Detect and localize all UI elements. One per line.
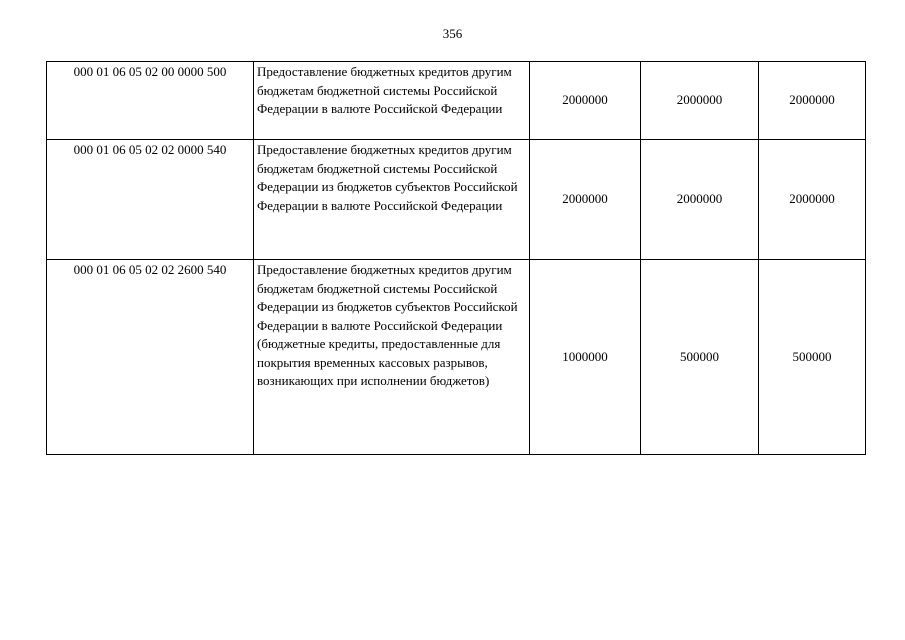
amount-year-2: 500000 [641,260,759,455]
budget-table [46,61,866,455]
classification-code: 000 01 06 05 02 02 2600 540 [47,260,254,455]
amount-year-1: 2000000 [530,62,641,140]
item-description: Предоставление бюджетных кредитов другим бюджетам бюджетной системы Российской Федерации из бюджетов субъектов Российской Федерации в валюте Российской Федерации [254,140,530,260]
amount-year-2: 2000000 [641,140,759,260]
amount-year-2: 2000000 [641,62,759,140]
amount-year-3: 2000000 [759,140,866,260]
classification-code: 000 01 06 05 02 00 0000 500 [47,62,254,140]
amount-year-3: 500000 [759,260,866,455]
amount-year-1: 2000000 [530,140,641,260]
amount-year-3: 2000000 [759,62,866,140]
page-number: 356 [442,26,463,41]
table-row [47,260,866,455]
item-description: Предоставление бюджетных кредитов другим бюджетам бюджетной системы Российской Федерации из бюджетов субъектов Российской Федерации в валюте Российской Федерации (бюджетные кредиты, предоставленные для покрытия временных кассовых разрывов, возникающих при исполнении бюджетов) [254,260,530,455]
amount-year-1: 1000000 [530,260,641,455]
item-description: Предоставление бюджетных кредитов другим бюджетам бюджетной системы Российской Федерации в валюте Российской Федерации [254,62,530,140]
table-row [47,62,866,140]
classification-code: 000 01 06 05 02 02 0000 540 [47,140,254,260]
table-row [47,140,866,260]
